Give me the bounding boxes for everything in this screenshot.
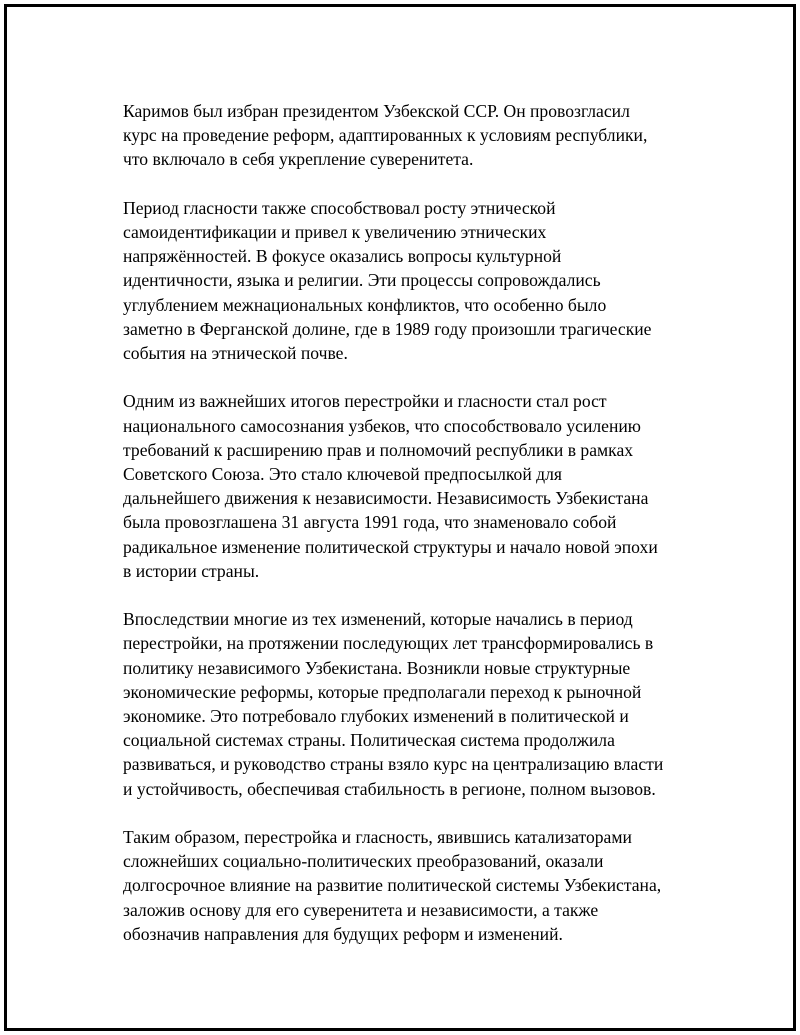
page-frame <box>4 4 796 1031</box>
paragraph-1: Каримов был избран президентом Узбекской ССР. Он провозгласил курс на проведение реформ, адаптированных к условиям республики, что включало в себя укрепление суверенитета. <box>123 101 648 170</box>
document-body <box>123 99 693 970</box>
paragraph-3: Одним из важнейших итогов перестройки и гласности стал рост национального самосознания узбеков, что способствовало усилению требований к расширению прав и полномочий республики в рамках Советского Союза. Это стало ключевой предпосылкой для дальнейшего движения к независимости. Независимость Узбекистана была провозглашена 31 августа 1991 года, что знаменовало собой радикальное изменение политической структуры и начало новой эпохи в истории страны. <box>123 391 658 581</box>
paragraph-4: Впоследствии многие из тех изменений, которые начались в период перестройки, на протяжении последующих лет трансформировались в политику независимого Узбекистана. Возникли новые структурные экономические реформы, которые предполагали переход к рыночной экономике. Это потребовало глубоких изменений в политической и социальной системах страны. Политическая система продолжила развиваться, и руководство страны взяло курс на централизацию власти и устойчивость, обеспечивая стабильность в регионе, полном вызовов. <box>123 609 664 799</box>
paragraph-2: Период гласности также способствовал росту этнической самоидентификации и привел к увеличению этнических напряжённостей. В фокусе оказались вопросы культурной идентичности, языка и религии. Эти процессы сопровождались углублением межнациональных конфликтов, что особенно было заметно в Ферганской долине, где в 1989 году произошли трагические события на этнической почве. <box>123 197 652 364</box>
paragraph-5: Таким образом, перестройка и гласность, явившись катализаторами сложнейших социально-политических преобразований, оказали долгосрочное влияние на развитие политической системы Узбекистана, заложив основу для его суверенитета и независимости, а также обозначив направления для будущих реформ и изменений. <box>123 827 662 944</box>
